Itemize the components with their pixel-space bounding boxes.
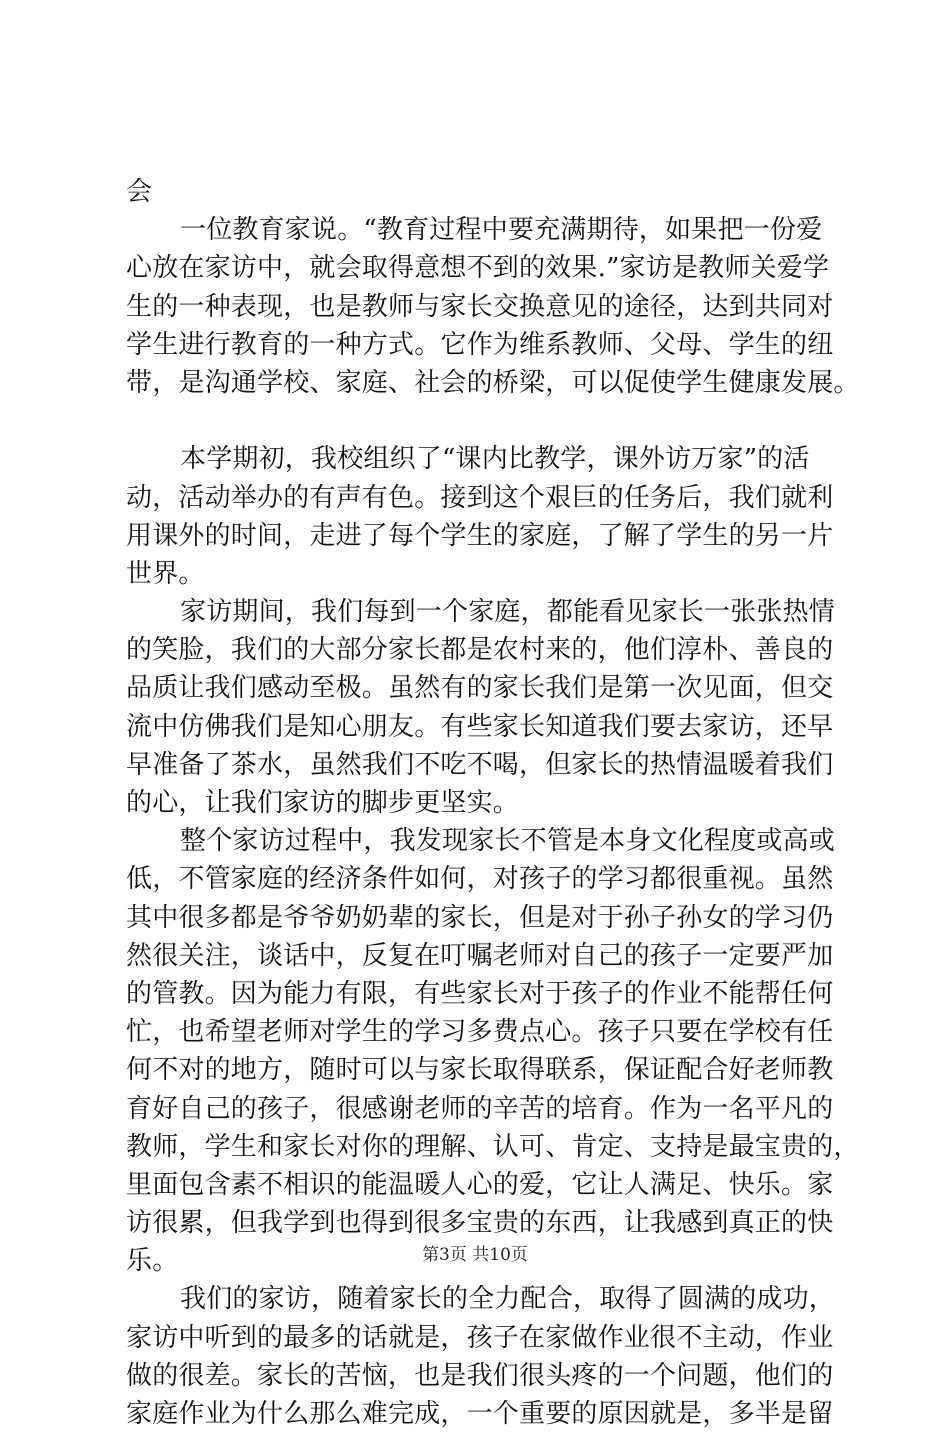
text-line: 我们的家访，随着家长的全力配合，取得了圆满的成功，: [180, 1284, 836, 1315]
paragraph: [126, 822, 860, 1280]
text-line: 家庭作业为什么那么难完成，一个重要的原因就是，多半是留: [126, 1399, 834, 1429]
text-line: 乐。: [126, 1246, 179, 1277]
paragraph-gap: [126, 402, 836, 440]
text-line: 本学期初，我校组织了“课内比教学，课外访万家”的活: [180, 444, 810, 475]
paragraph: [126, 173, 836, 211]
text-line: 里面包含素不相识的能温暖人心的爱，它让人满足、快乐。家: [126, 1169, 834, 1200]
text-line: 的笑脸，我们的大部分家长都是农村来的，他们淳朴、善良的: [126, 635, 834, 666]
text-line: 育好自己的孩子，很感谢老师的辛苦的培育。作为一名平凡的: [126, 1093, 834, 1124]
text-line: 教师，学生和家长对你的理解、认可、肯定、支持是最宝贵的，: [126, 1131, 860, 1162]
text-line: 品质让我们感动至极。虽然有的家长我们是第一次见面，但交: [126, 673, 834, 704]
paragraph: [126, 1280, 836, 1433]
text-line: 的管教。因为能力有限，有些家长对于孩子的作业不能帮任何: [126, 978, 834, 1009]
paragraph: [126, 440, 836, 593]
text-line: 流中仿佛我们是知心朋友。有些家长知道我们要去家访，还早: [126, 711, 834, 742]
text-line: 整个家访过程中，我发现家长不管是本身文化程度或高或: [180, 826, 836, 857]
text-line: 忙，也希望老师对学生的学习多费点心。孩子只要在学校有任: [126, 1017, 834, 1048]
text-line: 带，是沟通学校、家庭、社会的桥梁，可以促使学生健康发展。: [126, 367, 860, 398]
text-line: 然很关注，谈话中，反复在叮嘱老师对自己的孩子一定要严加: [126, 940, 834, 971]
text-line: 用课外的时间，走进了每个学生的家庭，了解了学生的另一片: [126, 520, 834, 551]
page-number-label: 第3页 共10页: [422, 1245, 528, 1265]
text-line: 会: [126, 177, 153, 207]
text-line: 其中很多都是爷爷奶奶辈的家长，但是对于孙子孙女的学习仍: [126, 902, 834, 933]
page-footer: [0, 1240, 950, 1265]
text-line: 访很累，但我学到也得到很多宝贵的东西，让我感到真正的快: [126, 1208, 834, 1239]
text-line: 心放在家访中，就会取得意想不到的效果.”家访是教师关爱学: [126, 253, 830, 284]
text-line: 何不对的地方，随时可以与家长取得联系，保证配合好老师教: [126, 1055, 834, 1086]
text-line: 学生进行教育的一种方式。它作为维系教师、父母、学生的纽: [126, 329, 834, 360]
text-line: 生的一种表现，也是教师与家长交换意见的途径，达到共同对: [126, 291, 834, 322]
text-line: 世界。: [126, 558, 205, 589]
text-line: 的心，让我们家访的脚步更坚实。: [126, 788, 520, 818]
text-line: 做的很差。家长的苦恼，也是我们很头疼的一个问题，他们的: [126, 1360, 834, 1391]
text-line: 低，不管家庭的经济条件如何，对孩子的学习都很重视。虽然: [126, 864, 834, 895]
text-line: 早准备了茶水，虽然我们不吃不喝，但家长的热情温暖着我们: [126, 749, 834, 780]
paragraph: [126, 593, 836, 822]
text-line: 家访期间，我们每到一个家庭，都能看见家长一张张热情: [180, 597, 836, 628]
text-line: 一位教育家说。“教育过程中要充满期待，如果把一份爱: [180, 215, 823, 246]
text-line: 动，活动举办的有声有色。接到这个艰巨的任务后，我们就利: [126, 482, 834, 513]
text-line: 家访中听到的最多的话就是，孩子在家做作业很不主动，作业: [126, 1322, 834, 1353]
paragraph: [126, 211, 860, 402]
